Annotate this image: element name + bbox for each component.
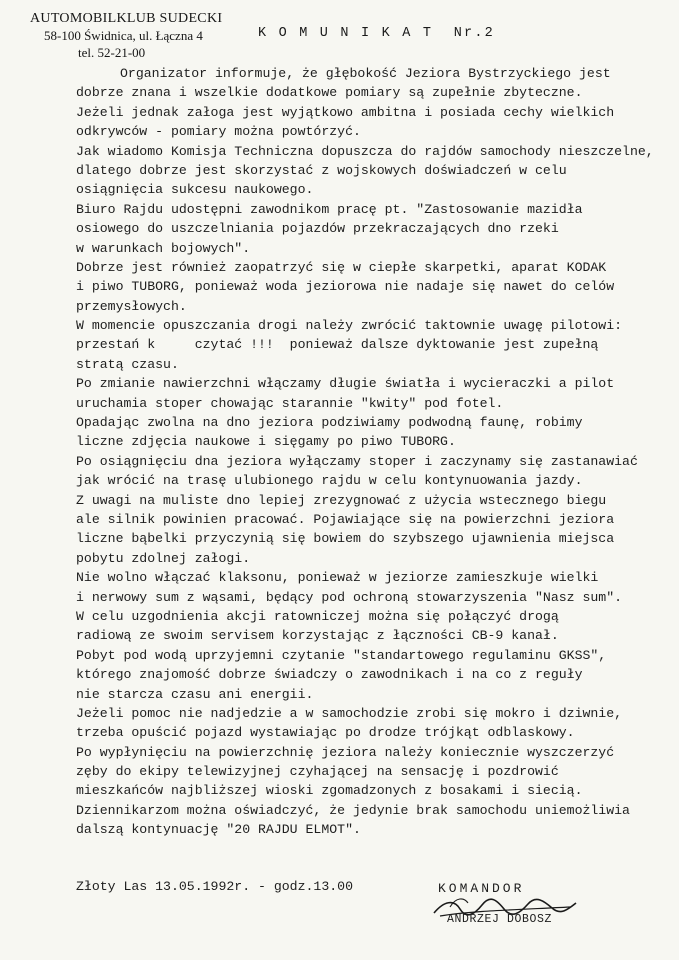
text-line: nie starcza czasu ani energii. <box>76 686 314 702</box>
text-line: stratą czasu. <box>76 356 179 372</box>
text-line: trzeba opuścić pojazd wystawiając po drodze trójkąt odblaskowy. <box>76 725 575 741</box>
text-line: jak wrócić na trasę ulubionego rajdu w celu kontynuowania jazdy. <box>76 473 583 489</box>
text-line: W celu uzgodnienia akcji ratowniczej można się połączyć drogą <box>76 608 559 624</box>
text-line: Jeżeli pomoc nie nadjedzie a w samochodzie zrobi się mokro i dziwnie, <box>76 705 623 721</box>
text-line: i piwo TUBORG, ponieważ woda jeziorowa nie nadaje się nawet do celów <box>76 279 615 295</box>
text-line: Nie wolno włączać klaksonu, ponieważ w jeziorze zamieszkuje wielki <box>76 570 599 586</box>
text-line: Po osiągnięciu dna jeziora wyłączamy stoper i zaczynamy się zastanawiać <box>76 453 638 469</box>
text-line: radiową ze swoim servisem korzystając z łączności CB-9 kanał. <box>76 628 559 644</box>
text-line: Pobyt pod wodą uprzyjemni czytanie "standartowego regulaminu GKSS", <box>76 647 607 663</box>
document-title: K O M U N I K A T Nr.2 <box>258 26 495 41</box>
text-line: dlatego dobrze jest skorzystać z wojskowych doświadczeń w celu <box>76 162 567 178</box>
text-line: uruchamia stoper chowając starannie "kwity" pod fotel. <box>76 395 504 411</box>
club-address: 58-100 Świdnica, ul. Łączna 4 <box>44 28 203 43</box>
text-line: w warunkach bojowych". <box>76 240 251 256</box>
text-line: W momencie opuszczania drogi należy zwrócić taktownie uwagę pilotowi: <box>76 318 623 334</box>
text-line: Biuro Rajdu udostępni zawodnikom pracę pt. "Zastosowanie mazidła <box>76 201 583 217</box>
text-line: ale silnik powinien pracować. Pojawiające się na powierzchni jeziora <box>76 511 615 527</box>
text-line: dobrze znana i wszelkie dodatkowe pomiary są zupełnie zbyteczne. <box>76 85 583 101</box>
text-line: mieszkańców najbliższej wioski zgomadzonych z bosakami i siecią. <box>76 783 583 799</box>
text-line: Jeżeli jednak załoga jest wyjątkowo ambitna i posiada cechy wielkich <box>76 104 615 120</box>
text-line: którego znajomość dobrze świadczy o zawodnikach i na co z reguły <box>76 667 583 683</box>
text-line: liczne zdjęcia naukowe i sięgamy po piwo TUBORG. <box>76 434 456 450</box>
club-name: AUTOMOBILKLUB SUDECKI <box>30 11 223 26</box>
text-line: Dobrze jest również zaopatrzyć się w ciepłe skarpetki, aparat KODAK <box>76 259 607 275</box>
text-line: osiowego do uszczelniania pojazdów przekraczających dno rzeki <box>76 221 559 237</box>
text-line: osiągnięcia sukcesu naukowego. <box>76 182 314 198</box>
letterhead-stamp <box>30 10 240 61</box>
text-line: Z uwagi na muliste dno lepiej zrezygnować z użycia wstecznego biegu <box>76 492 607 508</box>
text-line: Po wypłynięciu na powierzchnię jeziora należy koniecznie wyszczerzyć <box>76 744 615 760</box>
document-body <box>76 64 672 840</box>
text-line: i nerwowy sum z wąsami, będący pod ochroną stowarzyszenia "Nasz sum". <box>76 589 623 605</box>
text-line: przestań k czytać !!! ponieważ dalsze dyktowanie jest zupełną <box>76 337 599 353</box>
signature-title: KOMANDOR <box>438 881 525 896</box>
signatory-name: ANDRZEJ DOBOSZ <box>447 913 553 926</box>
text-line: pobytu zdolnej załogi. <box>76 550 251 566</box>
club-phone: tel. 52-21-00 <box>78 45 146 60</box>
text-line: Dziennikarzom można oświadczyć, że jedynie brak samochodu uniemożliwia <box>76 802 630 818</box>
text-line: Organizator informuje, że głębokość Jeziora Bystrzyckiego jest <box>120 66 611 81</box>
text-line: zęby do ekipy telewizyjnej czyhającej na sensację i pozdrowić <box>76 764 559 780</box>
text-line: Po zmianie nawierzchni włączamy długie światła i wycieraczki a pilot <box>76 376 615 392</box>
place-date: Złoty Las 13.05.1992r. - godz.13.00 <box>76 879 353 894</box>
text-line: dalszą kontynuację "20 RAJDU ELMOT". <box>76 822 361 838</box>
text-line: przemysłowych. <box>76 298 187 314</box>
text-line: liczne bąbelki przyczynią się bowiem do szybszego ujawnienia miejsca <box>76 531 615 547</box>
text-line: Opadając zwolna na dno jeziora podziwiamy podwodną faunę, robimy <box>76 415 583 431</box>
text-line: Jak wiadomo Komisja Techniczna dopuszcza do rajdów samochody nieszczelne, <box>76 143 654 159</box>
text-line: odkrywców - pomiary można powtórzyć. <box>76 124 361 140</box>
